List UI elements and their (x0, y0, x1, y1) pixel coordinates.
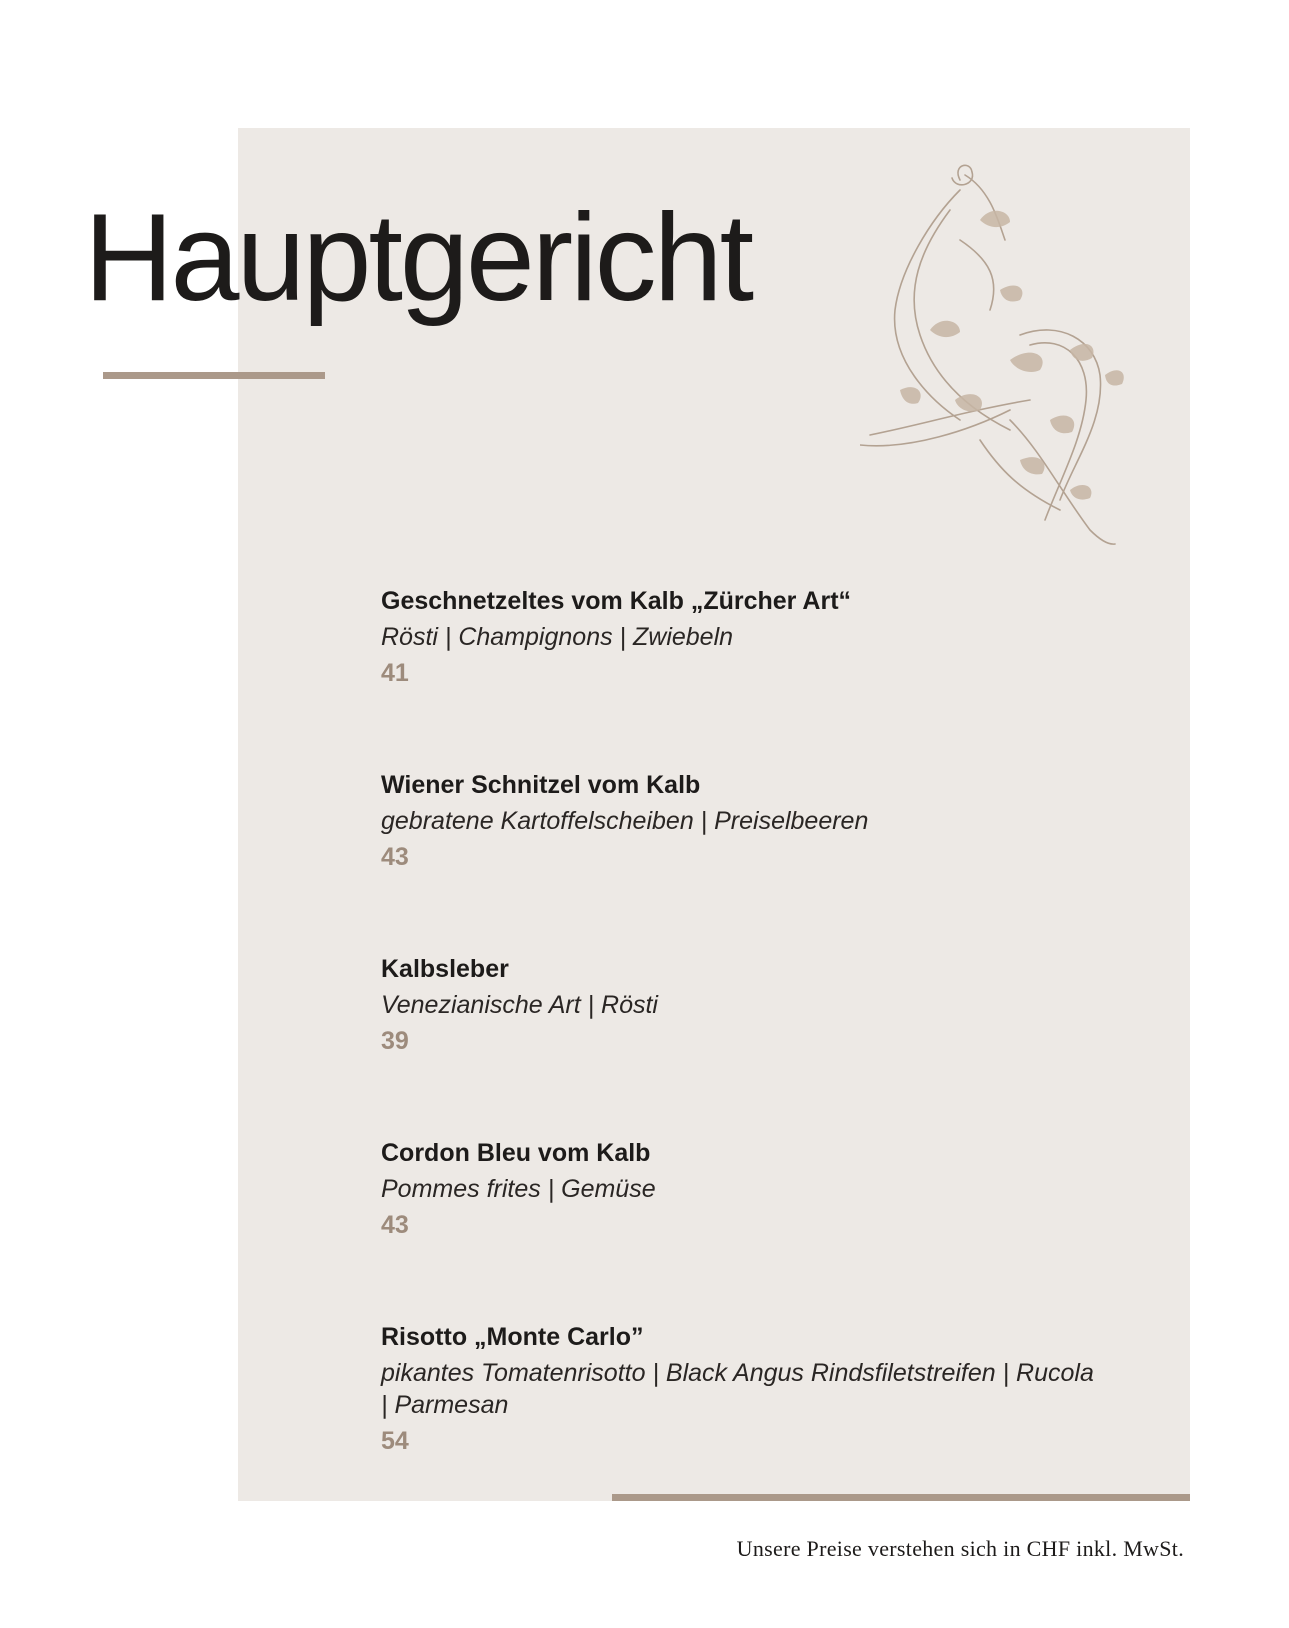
menu-item (381, 1320, 1101, 1504)
dish-name: Risotto „Monte Carlo” (381, 1323, 644, 1351)
dish-price: 41 (381, 659, 409, 687)
bottom-rule (612, 1494, 1190, 1501)
menu-item (381, 952, 1101, 1136)
dish-description: gebratene Kartoffelscheiben | Preiselbeeren (381, 807, 869, 835)
dish-name: Wiener Schnitzel vom Kalb (381, 771, 701, 799)
dish-description: Rösti | Champignons | Zwiebeln (381, 623, 734, 651)
dish-price: 39 (381, 1027, 409, 1055)
dish-price: 43 (381, 843, 409, 871)
dish-name: Cordon Bleu vom Kalb (381, 1139, 651, 1167)
dish-price: 54 (381, 1427, 409, 1455)
menu-item (381, 1136, 1101, 1320)
dish-name: Geschnetzeltes vom Kalb „Zürcher Art“ (381, 587, 852, 615)
title-underline (103, 372, 325, 379)
price-note: Unsere Preise verstehen sich in CHF inkl. MwSt. (736, 1536, 1184, 1561)
dish-description: Pommes frites | Gemüse (381, 1175, 656, 1203)
dish-price: 43 (381, 1211, 409, 1239)
dish-description: Venezianische Art | Rösti (381, 991, 658, 1019)
menu-item (381, 768, 1101, 952)
dish-name: Kalbsleber (381, 955, 509, 983)
page-title: Hauptgericht (84, 189, 752, 327)
menu-item (381, 584, 1101, 768)
menu-list (381, 584, 1101, 1504)
floral-branch-icon (860, 160, 1140, 560)
dish-description: pikantes Tomatenrisotto | Black Angus Rindsfiletstreifen | Rucola | Parmesan (381, 1359, 1094, 1419)
